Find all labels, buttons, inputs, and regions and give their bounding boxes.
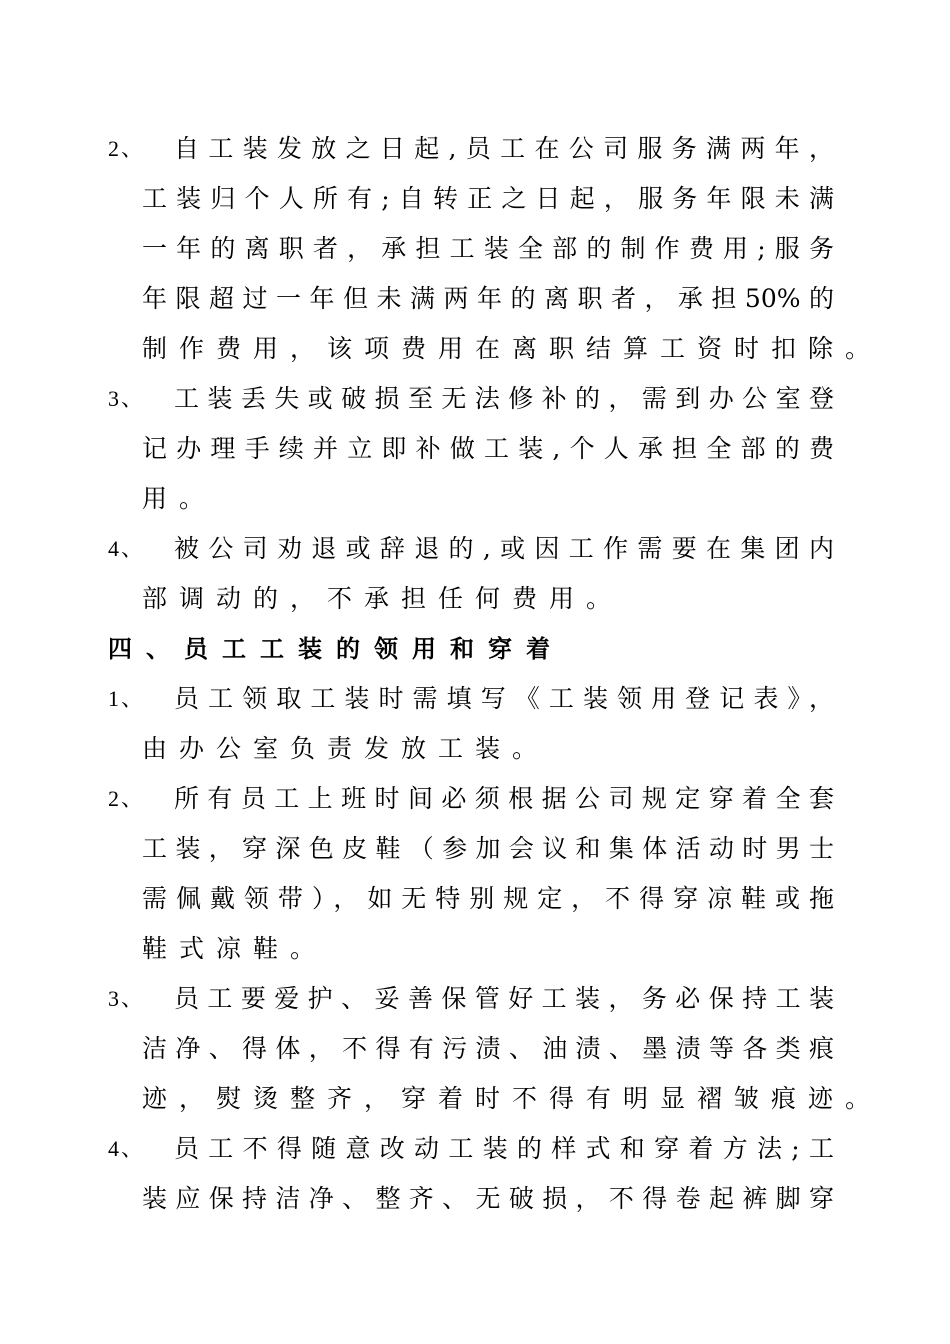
item-text-line: 工装归个人所有;自转正之日起，服务年限未满 — [142, 184, 834, 213]
item-text-line: 制作费用，该项费用在离职结算工资时扣除。 — [142, 334, 883, 363]
item-number: 4、 — [108, 1136, 146, 1161]
item-number: 4、 — [108, 536, 146, 561]
section-heading: 四、员工工装的领用和穿着 — [108, 635, 564, 663]
item-text-line: 洁净、得体，不得有污渍、油渍、墨渍等各类痕 — [142, 1034, 834, 1063]
item-text-line: 员工要爱护、妥善保管好工装，务必保持工装 — [174, 984, 834, 1013]
item-number: 2、 — [108, 786, 146, 811]
item-text-line: 需佩戴领带），如无特别规定，不得穿凉鞋或拖 — [142, 884, 834, 913]
item-text-line: 员工领取工装时需填写《工装领用登记表》， — [174, 684, 834, 713]
item-text-line: 员工不得随意改动工装的样式和穿着方法;工 — [174, 1134, 834, 1163]
item-text-line: 迹，熨烫整齐，穿着时不得有明显褶皱痕迹。 — [142, 1084, 883, 1113]
item-text-line: 鞋式凉鞋。 — [142, 934, 328, 963]
item-text-line: 用。 — [142, 484, 217, 513]
item-text-line: 自工装发放之日起,员工在公司服务满两年， — [174, 134, 834, 163]
item-text-line: 记办理手续并立即补做工装,个人承担全部的费 — [142, 434, 834, 463]
item-text-line: 年限超过一年但未满两年的离职者，承担50%的 — [142, 284, 834, 313]
item-text-line: 一年的离职者，承担工装全部的制作费用;服务 — [142, 234, 834, 263]
item-text-line: 被公司劝退或辞退的,或因工作需要在集团内 — [174, 534, 834, 563]
item-number: 2、 — [108, 136, 146, 161]
item-text-line: 装应保持洁净、整齐、无破损，不得卷起裤脚穿 — [142, 1184, 834, 1213]
item-number: 3、 — [108, 986, 146, 1011]
item-number: 1、 — [108, 686, 146, 711]
item-text-line: 工装，穿深色皮鞋（参加会议和集体活动时男士 — [142, 834, 834, 863]
item-text-line: 由办公室负责发放工装。 — [142, 734, 550, 763]
item-text-line: 所有员工上班时间必须根据公司规定穿着全套 — [174, 784, 834, 813]
item-text-line: 工装丢失或破损至无法修补的，需到办公室登 — [174, 384, 834, 413]
item-text-line: 部调动的，不承担任何费用。 — [142, 584, 624, 613]
item-number: 3、 — [108, 386, 146, 411]
